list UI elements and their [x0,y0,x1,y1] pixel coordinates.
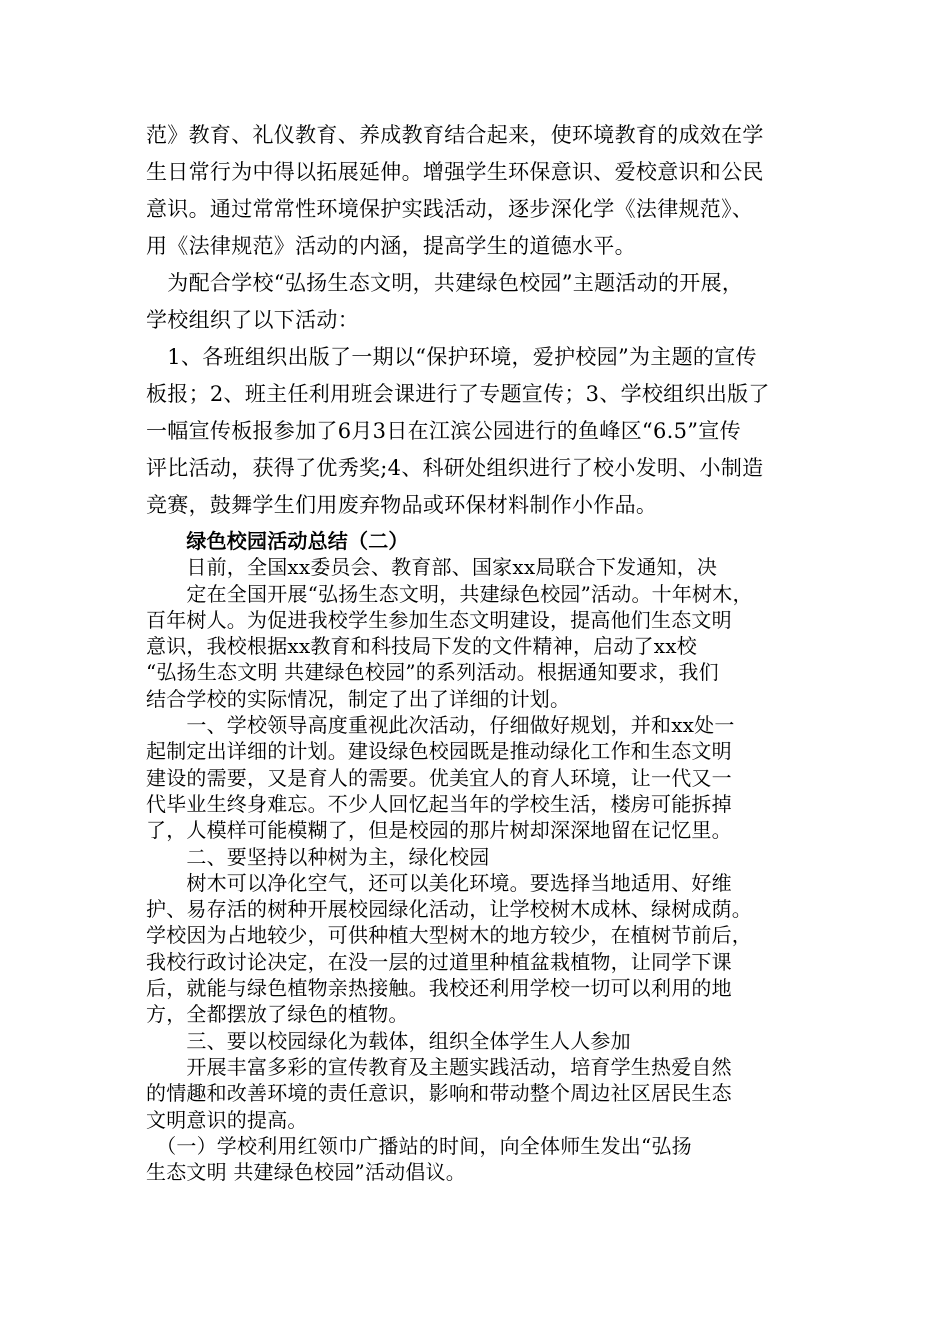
paragraph-line: 一幅宣传板报参加了6月3日在江滨公园进行的鱼峰区“6.5”宣传 [146,419,741,443]
paragraph-line: 起制定出详细的计划。建设绿色校园既是推动绿化工作和生态文明 [146,739,732,764]
paragraph-line: 方，全都摆放了绿色的植物。 [146,1002,409,1027]
section-2-body [146,528,806,1185]
paragraph-line: 的情趣和改善环境的责任意识，影响和带动整个周边社区居民生态 [146,1081,732,1106]
paragraph-line: 生日常行为中得以拓展延伸。增强学生环保意识、爱校意识和公民 [146,160,764,184]
paragraph-line: 代毕业生终身难忘。不少人回忆起当年的学校生活，楼房可能拆掉 [146,791,732,816]
paragraph-line: 树木可以净化空气，还可以美化环境。要选择当地适用、好维 [146,870,732,895]
paragraph-line: 日前，全国xx委员会、教育部、国家xx局联合下发通知，决 [146,555,718,580]
paragraph-line: 了，人模样可能模糊了，但是校园的那片树却深深地留在记忆里。 [146,818,732,843]
paragraph-line: 我校行政讨论决定，在没一层的过道里种植盆栽植物，让同学下课 [146,949,732,974]
paragraph-line: 1、各班组织出版了一期以“保护环境，爱护校园”为主题的宣传 [146,345,757,369]
section-1-body [146,117,806,524]
paragraph-line: 结合学校的实际情况，制定了出了详细的计划。 [146,686,571,711]
paragraph-line: 意识，我校根据xx教育和科技局下发的文件精神，启动了xx校 [146,634,697,659]
paragraph-line: 意识。通过常常性环境保护实践活动，逐步深化学《法律规范》、 [146,197,754,221]
paragraph-line: 二、要坚持以种树为主，绿化校园 [146,844,490,869]
paragraph-line: 用《法律规范》活动的内涵，提高学生的道德水平。 [146,234,636,258]
paragraph-line: 竞赛，鼓舞学生们用废弃物品或环保材料制作小作品。 [146,493,658,517]
paragraph-line: （一）学校利用红领巾广播站的时间，向全体师生发出“弘扬 [146,1133,692,1158]
section-heading: 绿色校园活动总结（二） [146,529,409,553]
paragraph-line: “弘扬生态文明 共建绿色校园”的系列活动。根据通知要求，我们 [146,660,719,685]
paragraph-line: 文明意识的提高。 [146,1107,308,1132]
paragraph-line: 为配合学校“弘扬生态文明，共建绿色校园”主题活动的开展， [146,271,744,295]
paragraph-line: 百年树人。为促进我校学生参加生态文明建设，提高他们生态文明 [146,607,732,632]
paragraph-line: 学校组织了以下活动： [146,308,359,332]
paragraph-line: 学校因为占地较少，可供种植大型树木的地方较少，在植树节前后， [146,923,752,948]
paragraph-line: 一、学校领导高度重视此次活动，仔细做好规划，并和xx处一 [146,713,735,738]
paragraph-line: 生态文明 共建绿色校园”活动倡议。 [146,1160,466,1185]
paragraph-line: 开展丰富多彩的宣传教育及主题实践活动，培育学生热爱自然 [146,1054,732,1079]
paragraph-line: 板报；2、班主任利用班会课进行了专题宣传；3、学校组织出版了 [146,382,770,406]
paragraph-line: 定在全国开展“弘扬生态文明，共建绿色校园”活动。十年树木， [146,581,753,606]
paragraph-line: 后，就能与绿色植物亲热接触。我校还利用学校一切可以利用的地 [146,976,732,1001]
paragraph-line: 建设的需要，又是育人的需要。优美宜人的育人环境，让一代又一 [146,765,732,790]
paragraph-line: 范》教育、礼仪教育、养成教育结合起来，使环境教育的成效在学 [146,123,764,147]
paragraph-line: 评比活动，获得了优秀奖;4、科研处组织进行了校小发明、小制造 [146,456,764,480]
paragraph-line: 护、易存活的树种开展校园绿化活动，让学校树木成林、绿树成荫。 [146,897,752,922]
paragraph-line: 三、要以校园绿化为载体，组织全体学生人人参加 [146,1028,631,1053]
